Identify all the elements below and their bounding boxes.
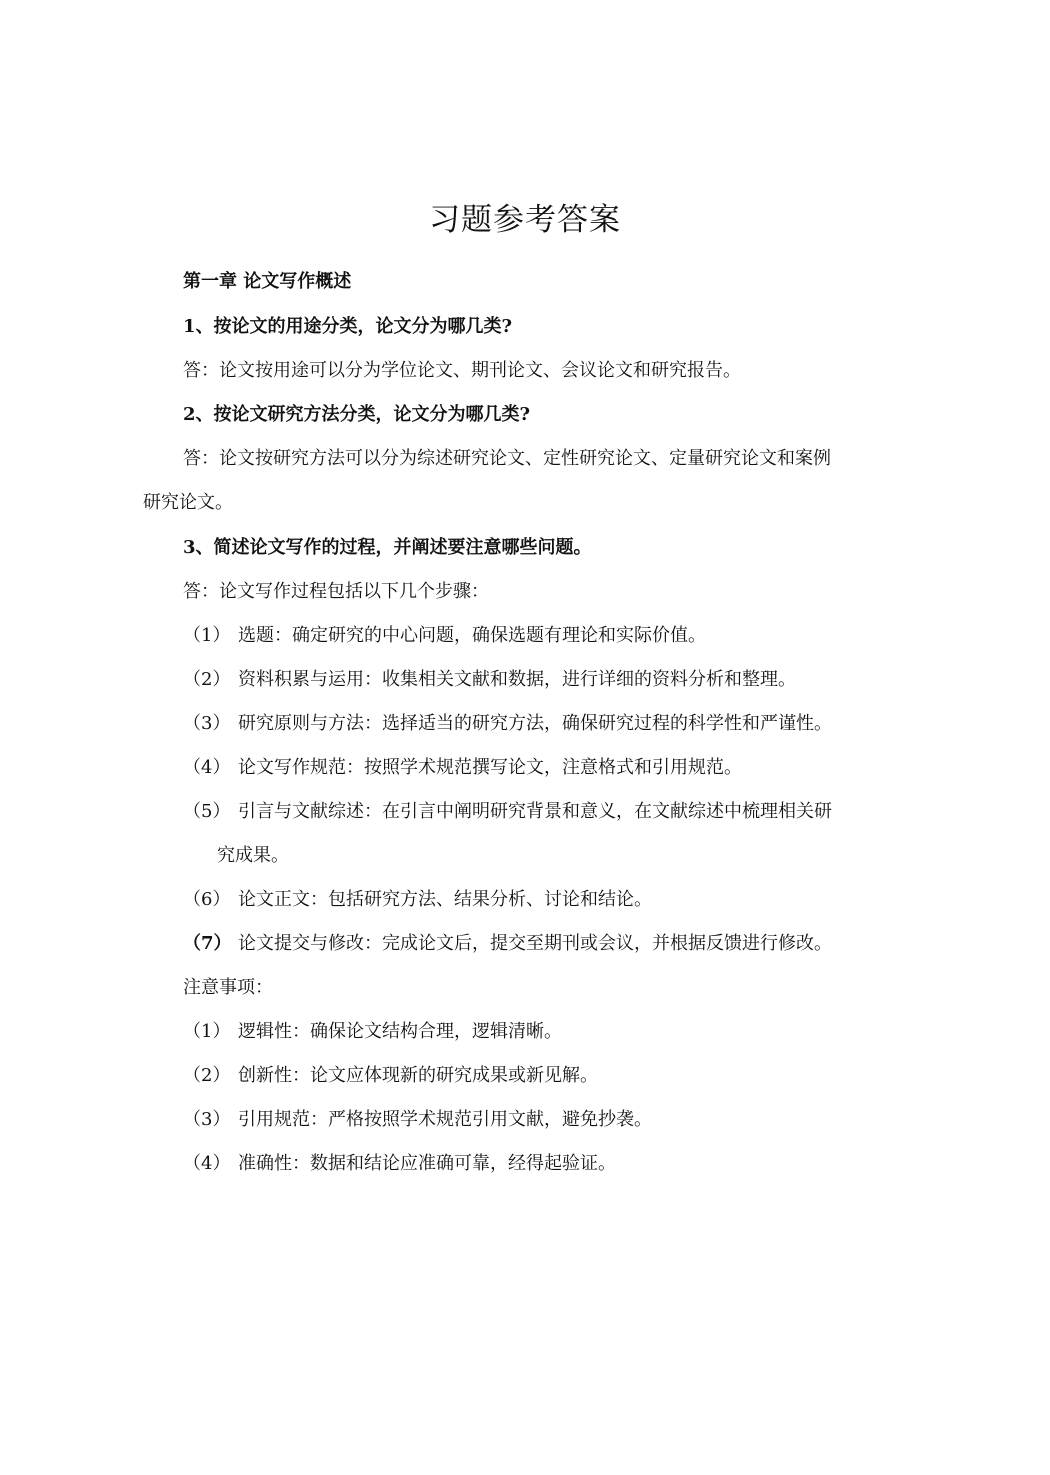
note-text: 准确性：数据和结论应准确可靠，经得起验证。 bbox=[238, 1153, 616, 1174]
step-item-5 bbox=[183, 799, 832, 825]
step-number: （6） bbox=[183, 889, 231, 910]
step-text: 论文提交与修改：完成论文后，提交至期刊或会议，并根据反馈进行修改。 bbox=[238, 933, 832, 954]
note-text: 创新性：论文应体现新的研究成果或新见解。 bbox=[238, 1065, 598, 1086]
question-1: 1、按论文的用途分类，论文分为哪几类? bbox=[183, 316, 513, 337]
note-number: （3） bbox=[183, 1109, 231, 1130]
step-text: 论文写作规范：按照学术规范撰写论文，注意格式和引用规范。 bbox=[238, 757, 742, 778]
step-item-4 bbox=[183, 755, 742, 781]
step-item-1 bbox=[183, 623, 706, 649]
step-number: （7） bbox=[183, 933, 232, 954]
step-text: 选题：确定研究的中心问题，确保选题有理论和实际价值。 bbox=[238, 625, 706, 646]
note-number: （4） bbox=[183, 1153, 231, 1174]
note-item-1 bbox=[183, 1019, 562, 1045]
step-5-continuation: 究成果。 bbox=[217, 845, 289, 866]
note-item-3 bbox=[183, 1107, 652, 1133]
note-item-4 bbox=[183, 1151, 616, 1177]
step-item-6 bbox=[183, 887, 652, 913]
answer-2-line-1: 答：论文按研究方法可以分为综述研究论文、定性研究论文、定量研究论文和案例 bbox=[183, 448, 831, 469]
step-number: （2） bbox=[183, 669, 231, 690]
step-text: 研究原则与方法：选择适当的研究方法，确保研究过程的科学性和严谨性。 bbox=[238, 713, 832, 734]
answer-3-intro: 答：论文写作过程包括以下几个步骤： bbox=[183, 581, 489, 602]
question-2: 2、按论文研究方法分类，论文分为哪几类? bbox=[183, 404, 531, 425]
answer-1: 答：论文按用途可以分为学位论文、期刊论文、会议论文和研究报告。 bbox=[183, 360, 741, 381]
step-item-2 bbox=[183, 667, 796, 693]
note-number: （1） bbox=[183, 1021, 231, 1042]
step-item-7 bbox=[183, 931, 832, 957]
page-title: 习题参考答案 bbox=[429, 202, 621, 238]
note-item-2 bbox=[183, 1063, 598, 1089]
note-text: 逻辑性：确保论文结构合理，逻辑清晰。 bbox=[238, 1021, 562, 1042]
note-number: （2） bbox=[183, 1065, 231, 1086]
step-number: （1） bbox=[183, 625, 231, 646]
step-text: 引言与文献综述：在引言中阐明研究背景和意义，在文献综述中梳理相关研 bbox=[238, 801, 832, 822]
step-number: （5） bbox=[183, 801, 231, 822]
step-item-3 bbox=[183, 711, 832, 737]
step-text: 资料积累与运用：收集相关文献和数据，进行详细的资料分析和整理。 bbox=[238, 669, 796, 690]
step-number: （4） bbox=[183, 757, 231, 778]
notes-label: 注意事项： bbox=[183, 977, 273, 998]
answer-2-line-2: 研究论文。 bbox=[143, 492, 233, 513]
note-text: 引用规范：严格按照学术规范引用文献，避免抄袭。 bbox=[238, 1109, 652, 1130]
question-3: 3、简述论文写作的过程，并阐述要注意哪些问题。 bbox=[183, 537, 592, 558]
chapter-heading: 第一章 论文写作概述 bbox=[183, 271, 352, 292]
step-number: （3） bbox=[183, 713, 231, 734]
step-text: 论文正文：包括研究方法、结果分析、讨论和结论。 bbox=[238, 889, 652, 910]
